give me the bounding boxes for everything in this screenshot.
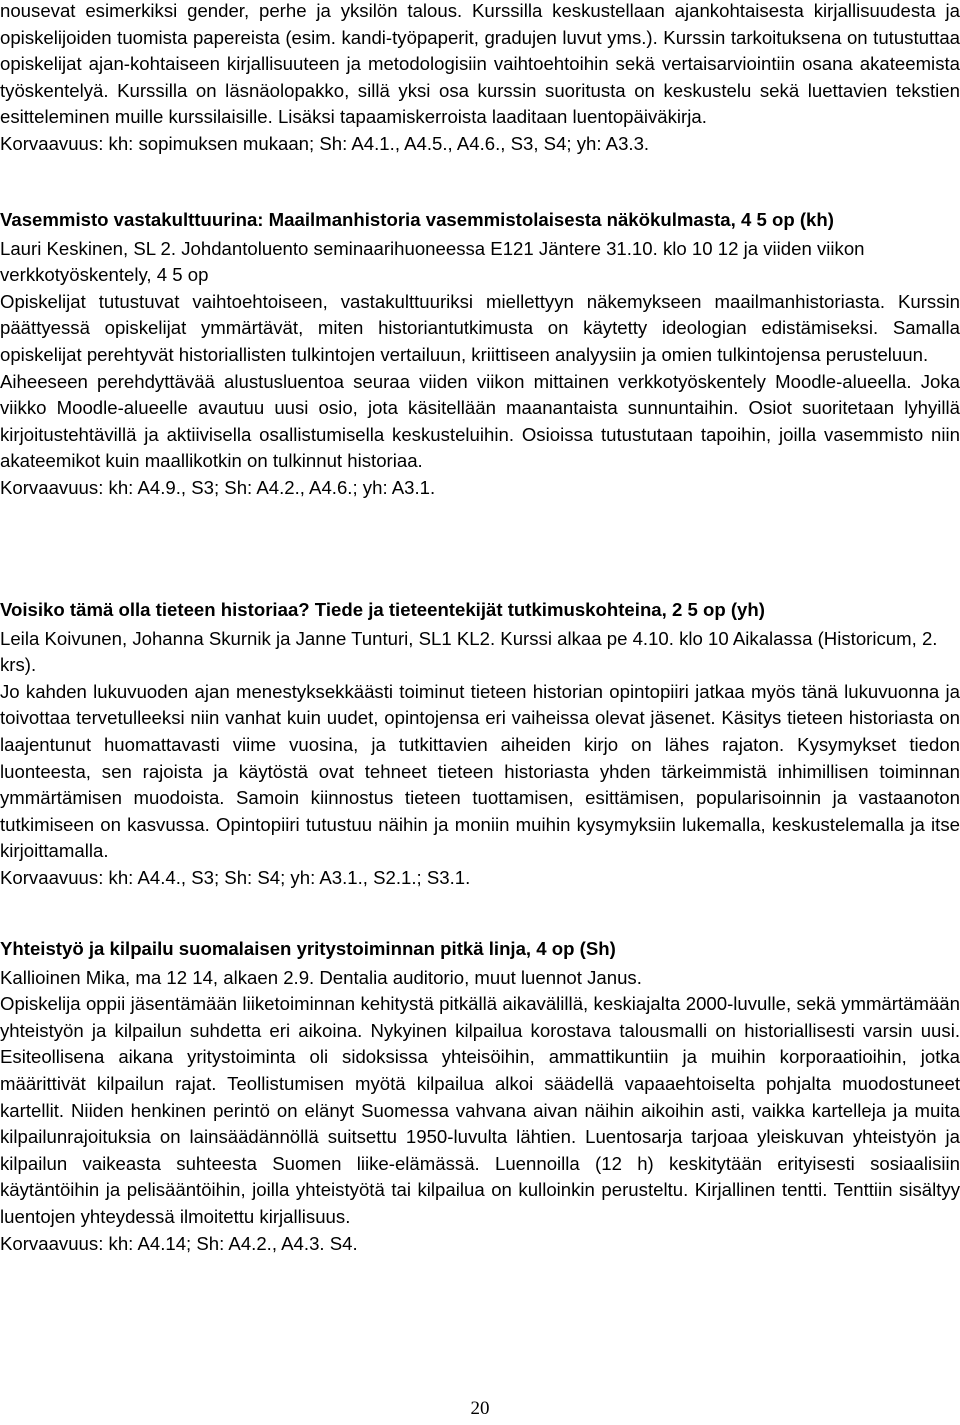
intro-paragraph: nousevat esimerkiksi gender, perhe ja yksilön talous. Kurssilla keskustellaan ajankohtaisesta kirjallisuudesta ja opiskelijoiden tuomista papereista (esim. kandi-työpaperit, gradujen luvut yms.). Kurssin tarkoituksena on tutustuttaa opiskelijat ajan-kohtaiseen kirjallisuuteen ja metodologisiin vaihtoehtoihin sekä vertaisarviointiin osana akateemista työskentelyä. Kurssilla on läsnäolopakko, sillä yksi osa kurssin suoritusta on keskustelu sekä luettavien tekstien esitteleminen muille kurssilaisille. Lisäksi tapaamiskerroista laaditaan luentopäiväkirja.: [0, 0, 960, 128]
intro-section: [0, 0, 960, 158]
course-paragraph: Aiheeseen perehdyttävää alustusluentoa seuraa viiden viikon mittainen verkkotyöskentely Moodle-alueella. Joka viikko Moodle-alueelle avautuu uusi osio, jota käsitellään maanantaista sunnuntaihin. Osiot suoritetaan lyhyillä kirjoitustehtävillä ja aktiivisella osallistumisella keskusteluihin. Osioissa tutustutaan tapoihin, joilla vasemmisto niin akateemikot kuin maallikotkin on tulkinnut historiaa.: [0, 370, 960, 472]
course-paragraph: Jo kahden lukuvuoden ajan menestyksekkäästi toiminut tieteen historian opintopiiri jatkaa myös tänä lukuvuonna ja toivottaa tervetulleeksi niin vanhat kuin uudet, opintojensa eri vaiheissa olevat jäsenet. Käsitys tieteen historiasta on laajentunut huomattavasti viime vuosina, ja tutkittavien aiheiden kirjo on lähes rajaton. Kysymykset tiedon luonteesta, sen rajoista ja käytöstä ovat tehneet tieteen historiasta yhden tärkeimmistä inhimillisen toiminnan ymmärtämisen muodoista. Samoin kiinnostus tieteen tuottamisen, esittämisen, popularisoinnin ja vastaanoton tutkimiseen on kasvussa. Opintopiiri tutustuu näihin ja moniin muihin kysymyksiin lukemalla, keskustelemalla ja itse kirjoittamalla.: [0, 680, 960, 862]
course-section-leftism: [0, 207, 960, 502]
course-title: Voisiko tämä olla tieteen historiaa? Tiede ja tieteentekijät tutkimuskohteina, 2 5 op (yh): [0, 599, 765, 620]
course-title: Vasemmisto vastakulttuurina: Maailmanhistoria vasemmistolaisesta näkökulmasta, 4 5 op (kh): [0, 209, 834, 230]
course-equivalence: Korvaavuus: kh: A4.4., S3; Sh: S4; yh: A3.1., S2.1.; S3.1.: [0, 866, 471, 888]
page-number: 20: [470, 1398, 490, 1419]
course-section-science-history: [0, 597, 960, 892]
intro-equivalence: Korvaavuus: kh: sopimuksen mukaan; Sh: A4.1., A4.5., A4.6., S3, S4; yh: A3.3.: [0, 132, 650, 154]
course-title: Yhteistyö ja kilpailu suomalaisen yritystoiminnan pitkä linja, 4 op (Sh): [0, 938, 616, 959]
course-section-cooperation-competition: [0, 936, 960, 1257]
course-meta: Leila Koivunen, Johanna Skurnik ja Janne Tunturi, SL1 KL2. Kurssi alkaa pe 4.10. klo 10 Aikalassa (Historicum, 2. krs).: [0, 627, 938, 676]
course-meta: Kallioinen Mika, ma 12 14, alkaen 2.9. Dentalia auditorio, muut luennot Janus.: [0, 966, 642, 988]
course-paragraph: Opiskelijat tutustuvat vaihtoehtoiseen, vastakulttuuriksi miellettyyn näkemykseen maailmanhistoriasta. Kurssin päättyessä opiskelijat ymmärtävät, miten historiantutkimusta on käytetty ideologian edistämiseksi. Samalla opiskelijat perehtyvät historiallisten tulkintojen vertailuun, kriittiseen analyysiin ja omien tulkintojensa perusteluun.: [0, 290, 960, 365]
course-equivalence: Korvaavuus: kh: A4.14; Sh: A4.2., A4.3. S4.: [0, 1232, 358, 1254]
course-paragraph: Opiskelija oppii jäsentämään liiketoiminnan kehitystä pitkällä aikavälillä, keskiajalta 2000-luvulle, sekä ymmärtämään yhteistyön ja kilpailun suhdetta eri aikoina. Nykyinen kilpailua korostava talousmalli on historiallisesti varsin uusi. Esiteollisena aikana yritystoiminta oli sidoksissa yhteisöihin, ammattikuntiin ja muihin korporaatioihin, jotka määrittivät kilpailun rajat. Teollistumisen myötä kilpailua alkoi säädellä vapaaehtoiselta pohjalta muodostuneet kartellit. Niiden henkinen perintö on elänyt Suomessa vahvana aivan näihin aikoihin asti, vaikka kartelleja ja muita kilpailunrajoituksia on lainsäädännöllä suitsettu 1950-luvulta lähtien. Luentosarja tarjoaa yleiskuvan yhteistyön ja kilpailun vaikeasta suhteesta Suomen liike-elämässä. Luennoilla (12 h) keskitytään erityisesti sosiaalisiin käytäntöihin ja pelisääntöihin, joilla yhteistyötä tai kilpailua on kulloinkin perusteltu. Kirjallinen tentti. Tenttiin sisältyy luentojen yhteydessä ilmoitettu kirjallisuus.: [0, 993, 960, 1227]
course-equivalence: Korvaavuus: kh: A4.9., S3; Sh: A4.2., A4.6.; yh: A3.1.: [0, 476, 436, 498]
course-meta: Lauri Keskinen, SL 2. Johdantoluento seminaarihuoneessa E121 Jäntere 31.10. klo 10 12 ja viiden viikon verkkotyöskentely, 4 5 op: [0, 237, 865, 286]
